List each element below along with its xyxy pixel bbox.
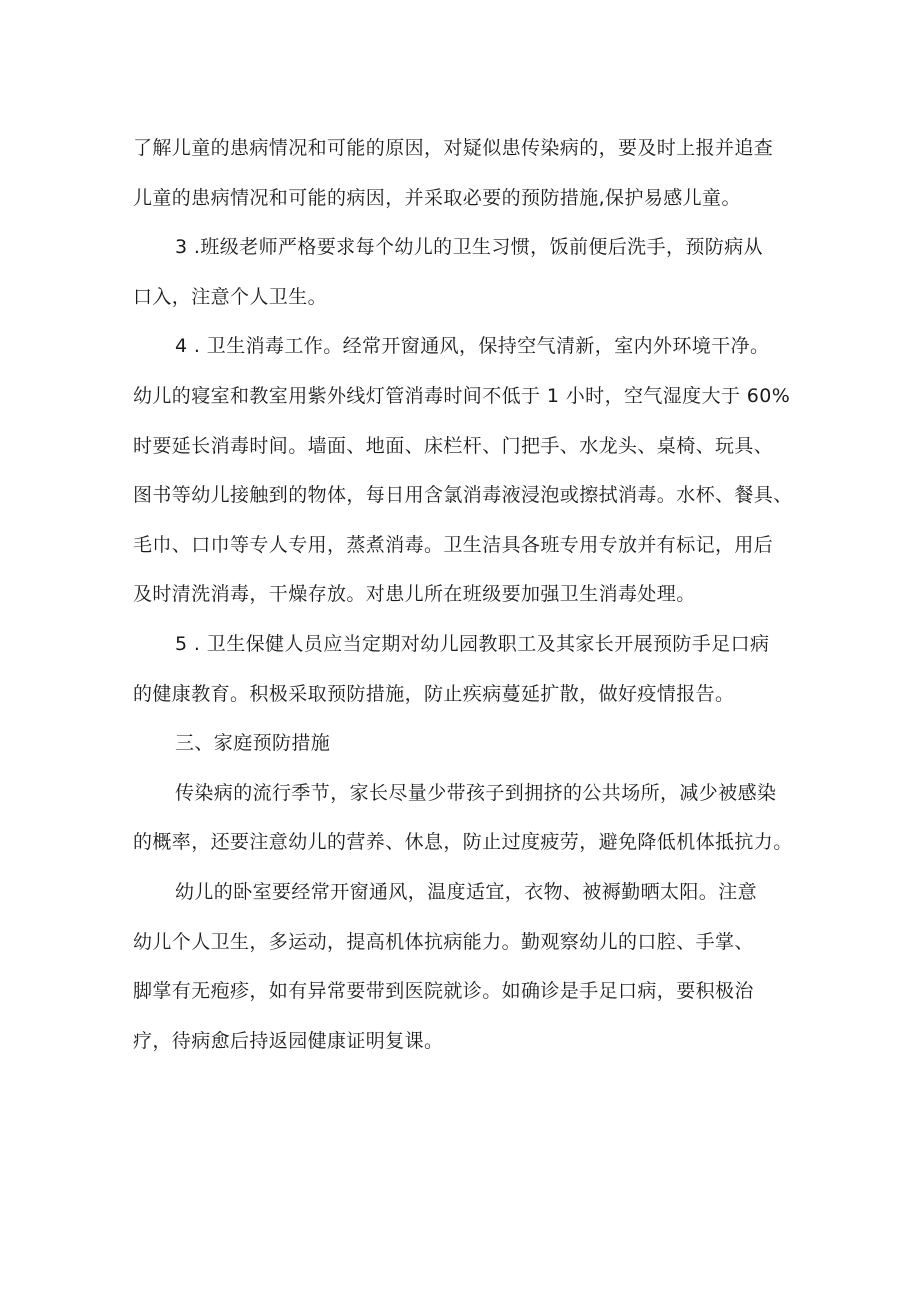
- paragraph-line: 了解儿童的患病情况和可能的原因，对疑似患传染病的，要及时上报并追查: [133, 137, 774, 159]
- item-4-line: 毛巾、口巾等专人专用，蒸煮消毒。卫生洁具各班专用专放并有标记，用后: [133, 533, 774, 556]
- paragraph-line: 传染病的流行季节，家长尽量少带孩子到拥挤的公共场所，减少被感染: [175, 781, 777, 804]
- item-3-line: 3 .班级老师严格要求每个幼儿的卫生习惯，饭前便后洗手，预防病从: [175, 236, 763, 259]
- item-4-line: 及时清洗消毒，干燥存放。对患儿所在班级要加强卫生消毒处理。: [133, 583, 696, 606]
- paragraph-line: 儿童的患病情况和可能的病因，并采取必要的预防措施,保护易感儿童。: [133, 186, 741, 209]
- paragraph-line: 的概率，还要注意幼儿的营养、休息，防止过度疲劳，避免降低机体抵抗力。: [133, 831, 793, 854]
- item-5-line: 5 . 卫生保健人员应当定期对幼儿园教职工及其家长开展预防手足口病: [175, 632, 770, 655]
- section-heading: 三、家庭预防措施: [175, 732, 331, 755]
- item-3-line: 口入，注意个人卫生。: [133, 285, 328, 308]
- document-body: [133, 124, 793, 1066]
- paragraph-line: 幼儿的卧室要经常开窗通风，温度适宜，衣物、被褥勤晒太阳。注意: [175, 880, 758, 903]
- paragraph-line: 幼儿个人卫生，多运动，提高机体抗病能力。勤观察幼儿的口腔、手掌、: [133, 930, 754, 953]
- item-4-line: 4 . 卫生消毒工作。经常开窗通风，保持空气清新，室内外环境干净。: [175, 335, 770, 358]
- item-4-line: 幼儿的寝室和教室用紫外线灯管消毒时间不低于 1 小时，空气湿度大于 60%: [133, 384, 791, 407]
- paragraph-line: 脚掌有无疱疹，如有异常要带到医院就诊。如确诊是手足口病，要积极治: [133, 980, 754, 1003]
- item-5-line: 的健康教育。积极采取预防措施，防止疾病蔓延扩散，做好疫情报告。: [133, 682, 735, 705]
- paragraph-line: 疗，待病愈后持返园健康证明复课。: [133, 1029, 444, 1052]
- item-4-line: 时要延长消毒时间。墙面、地面、床栏杆、门把手、水龙头、桌椅、玩具、: [133, 434, 774, 457]
- item-4-line: 图书等幼儿接触到的物体，每日用含氯消毒液浸泡或擦拭消毒。水杯、餐具、: [133, 484, 793, 507]
